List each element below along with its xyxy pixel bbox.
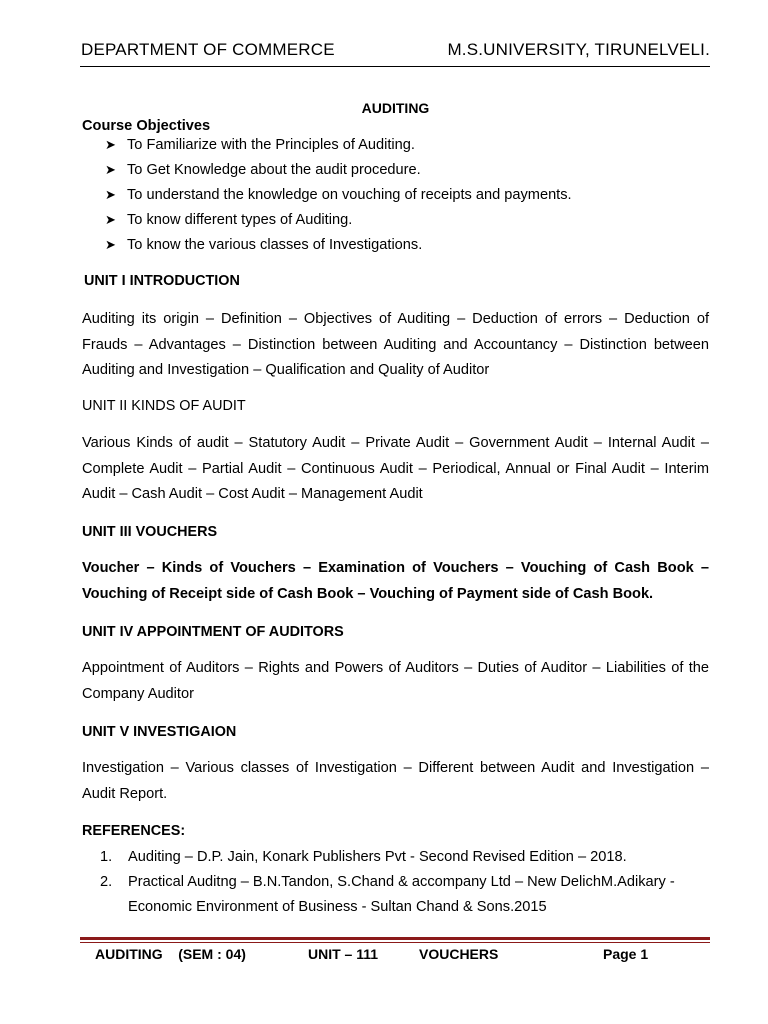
list-item: ➤ To Familiarize with the Principles of Auditing.	[105, 136, 572, 161]
arrow-bullet-icon: ➤	[105, 212, 116, 227]
list-item: ➤ To Get Knowledge about the audit procedure.	[105, 161, 572, 186]
arrow-bullet-icon: ➤	[105, 187, 116, 202]
arrow-bullet-icon: ➤	[105, 162, 116, 177]
document-title: AUDITING	[361, 100, 430, 116]
header-department: DEPARTMENT OF COMMERCE	[81, 40, 335, 59]
page-header	[81, 40, 710, 60]
arrow-bullet-icon: ➤	[105, 137, 116, 152]
footer-topic: VOUCHERS	[419, 946, 499, 962]
unit-3-body: Voucher – Kinds of Vouchers – Examination of Vouchers – Vouching of Cash Book – Vouching of Receipt side of Cash Book – Vouching of Payment side of Cash Book.	[82, 560, 709, 602]
unit-3-heading: UNIT III VOUCHERS	[82, 524, 218, 540]
objectives-heading: Course Objectives	[82, 118, 211, 134]
references-heading: REFERENCES:	[82, 823, 186, 839]
unit-5-body: Investigation – Various classes of Investigation – Different between Audit and Investigation – Audit Report.	[82, 760, 709, 802]
references-list	[100, 845, 709, 920]
arrow-bullet-icon: ➤	[105, 237, 116, 252]
unit-2-body: Various Kinds of audit – Statutory Audit – Private Audit – Government Audit – Internal Audit – Complete Audit – Partial Audit – Continuous Audit – Periodical, Annual or Final Audit – Interim Audit – Cash Audit – Cost Audit – Management Audit	[82, 435, 709, 502]
footer-unit: UNIT – 111	[308, 946, 379, 962]
unit-4-heading: UNIT IV APPOINTMENT OF AUDITORS	[82, 624, 344, 640]
list-item: ➤ To know different types of Auditing.	[105, 211, 572, 236]
unit-2-heading: UNIT II KINDS OF AUDIT	[82, 398, 246, 414]
header-divider	[80, 66, 710, 67]
list-item: 1. Auditing – D.P. Jain, Konark Publishers Pvt - Second Revised Edition – 2018.	[100, 849, 627, 865]
footer-divider-thick	[80, 937, 710, 940]
unit-1-heading: UNIT I INTRODUCTION	[84, 273, 240, 289]
footer-divider-thin	[80, 942, 710, 943]
unit-4-body: Appointment of Auditors – Rights and Powers of Auditors – Duties of Auditor – Liabilities of the Company Auditor	[82, 660, 709, 702]
header-university: M.S.UNIVERSITY, TIRUNELVELI.	[447, 40, 710, 59]
unit-1-body: Auditing its origin – Definition – Objectives of Auditing – Deduction of errors – Deduction of Frauds – Advantages – Distinction between Auditing and Accountancy – Distinction between Auditing and Investigation – Qualification and Quality of Auditor	[82, 311, 709, 378]
unit-5-heading: UNIT V INVESTIGAION	[82, 724, 237, 740]
footer-page-number: Page 1	[603, 946, 649, 962]
list-item: ➤ To understand the knowledge on vouching of receipts and payments.	[105, 186, 572, 211]
footer-subject: AUDITING (SEM : 04)	[95, 946, 246, 962]
objectives-list	[105, 136, 572, 261]
list-item: 2. Practical Auditng – B.N.Tandon, S.Chand & accompany Ltd – New DelichM.Adikary - Economic Environment of Business - Sultan Chand & Sons.2015	[100, 874, 675, 915]
list-item: ➤ To know the various classes of Investigations.	[105, 236, 572, 261]
